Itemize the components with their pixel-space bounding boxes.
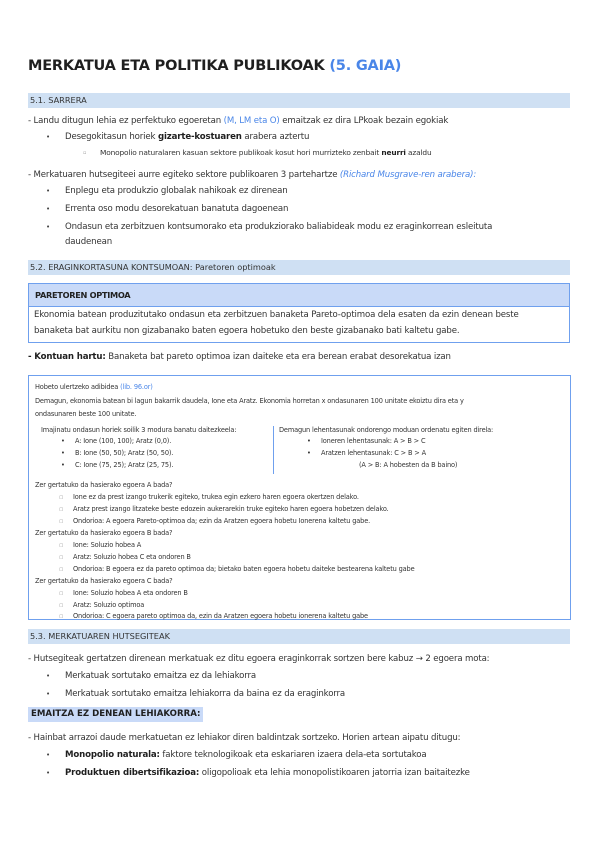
- case-b-question: Zer gertatuko da hasierako egoera B bada?: [35, 529, 173, 537]
- option-c: C: Ione (75, 25); Aratz (25, 75).: [75, 461, 174, 469]
- bullet-ondasun: Ondasun eta zerbitzuen kontsumorako eta produkziorako baliabideak modu ez eraginkorrean esleituta: [65, 222, 493, 232]
- column-divider: [273, 426, 274, 474]
- bullet-icon: •: [61, 437, 65, 445]
- pref-note: (A > B: A hobesten da B baino): [359, 461, 458, 469]
- title-main: MERKATUA ETA POLITIKA PUBLIKOAK: [28, 58, 325, 74]
- bullet-icon: •: [46, 690, 51, 698]
- bullet-icon: •: [61, 449, 65, 457]
- option-a: A: Ione (100, 100); Aratz (0,0).: [75, 437, 172, 445]
- bullet-icon: •: [46, 205, 51, 213]
- bullet-ondasun-cont: daudenean: [65, 237, 113, 247]
- bullet-icon: •: [46, 223, 51, 231]
- sub-bullet-icon: ▫: [59, 493, 64, 501]
- sub-bullet-icon: ▫: [59, 553, 64, 561]
- bullet-icon: •: [46, 133, 51, 141]
- example-title: Hobeto ulertzeko adibidea (lib. 96.or): [35, 383, 153, 391]
- sub-bullet-icon: ▫: [59, 517, 64, 525]
- case-c-item-1: Ione: Soluzio hobea A eta ondoren B: [73, 589, 188, 597]
- paragraph-intro: - Landu ditugun lehia ez perfektuko egoeretan (M, LM eta O) emaitzak ez dira LPkoak bezain egokiak: [28, 116, 449, 126]
- item-monopolio-naturala: Monopolio naturala: faktore teknologikoak eta eskariaren izaera dela-eta sortutakoa: [65, 750, 427, 760]
- case-b-item-1: Ione: Soluzio hobea A: [73, 541, 142, 549]
- bullet-ez-lehiakorra: Merkatuak sortutako emaitza ez da lehiakorra: [65, 671, 256, 681]
- case-b-item-3: Ondorioa: B egoera ez da pareto optimoa da; bietako baten egoera hobetu daiteke bestearena kaltetu gabe: [73, 565, 415, 573]
- bullet-icon: •: [46, 187, 51, 195]
- bullet-desegokitasun: Desegokitasun horiek gizarte-kostuaren arabera aztertu: [65, 132, 310, 142]
- case-c-item-3: Ondorioa: C egoera pareto optimoa da, ezin da Aratzen egoera hobetu ionerena kaltetu gabe: [73, 612, 368, 620]
- paragraph-musgrave: - Merkatuaren hutsegiteei aurre egiteko sektore publikoaren 3 partehartze (Richard Musgrave-ren arabera):: [28, 170, 477, 180]
- sub-bullet-icon: ▫: [83, 150, 87, 156]
- section-heading-5-1: 5.1. SARRERA: [28, 93, 570, 108]
- sub-bullet-icon: ▫: [59, 601, 64, 609]
- left-heading: Imajinatu ondasun horiek soilik 3 modura banatu daitezkeela:: [41, 426, 237, 434]
- sub-bullet-icon: ▫: [59, 541, 64, 549]
- paragraph-arrazoiak: - Hainbat arrazoi daude merkatuetan ez lehiakor diren baldintzak sortzeko. Horien artean aipatu ditugu:: [28, 733, 461, 743]
- bullet-icon: •: [46, 769, 51, 777]
- definition-title: PARETOREN OPTIMOA: [29, 284, 569, 307]
- definition-line-1: Ekonomia batean produzitutako ondasun eta zerbitzuen banaketa Pareto-optimoa dela esaten da ezin denean beste: [34, 310, 519, 320]
- bullet-errenta: Errenta oso modu desorekatuan banatuta dagoenean: [65, 204, 289, 214]
- case-a-item-3: Ondorioa: A egoera Pareto-optimoa da; ezin da Aratzen egoera hobetu Ionerena kaltetu gabe.: [73, 517, 371, 525]
- pref-ione: Ioneren lehentasunak: A > B > C: [321, 437, 426, 445]
- section-heading-5-2: 5.2. ERAGINKORTASUNA KONTSUMOAN: Paretoren optimoak: [28, 260, 570, 275]
- example-intro-1: Demagun, ekonomia batean bi lagun bakarrik daudela, Ione eta Aratz. Ekonomia horretan x ondasunaren 100 unitate ekoiztu dira eta y: [35, 397, 464, 405]
- bullet-enplegu: Enplegu eta produkzio globalak nahikoak ez direnean: [65, 186, 288, 196]
- right-heading: Demagun lehentasunak ondorengo moduan ordenatu egiten direla:: [279, 426, 494, 434]
- bullet-icon: •: [307, 437, 311, 445]
- subheading-emaitza: EMAITZA EZ DENEAN LEHIAKORRA:: [28, 707, 203, 722]
- title-accent: (5. GAIA): [329, 58, 402, 74]
- example-intro-2: ondasunaren beste 100 unitate.: [35, 410, 137, 418]
- paragraph-hutsegiteak: - Hutsegiteak gertatzen direnean merkatuak ez ditu egoera eraginkorrak sortzen bere kabuz → 2 egoera mota:: [28, 654, 490, 664]
- bullet-icon: •: [61, 461, 65, 469]
- case-b-item-2: Aratz: Soluzio hobea C eta ondoren B: [73, 553, 191, 561]
- pref-aratz: Aratzen lehentasunak: C > B > A: [321, 449, 426, 457]
- sub-bullet-icon: ▫: [59, 589, 64, 597]
- definition-line-2: banaketa bat aurkitu non gizabanako baten egoera hobetuko den beste gizabanako bati kaltetu gabe.: [34, 326, 460, 336]
- note-kontuan-hartu: - Kontuan hartu: Banaketa bat pareto optimoa izan daiteke eta era berean erabat desorekatua izan: [28, 352, 451, 362]
- option-b: B: Ione (50, 50); Aratz (50, 50).: [75, 449, 174, 457]
- sub-bullet-monopolio: Monopolio naturalaren kasuan sektore publikoak kosut hori murrizteko zenbait neurri azaldu: [100, 148, 432, 157]
- example-box: [28, 375, 571, 620]
- sub-bullet-icon: ▫: [59, 612, 64, 620]
- page-title: [28, 58, 401, 74]
- section-heading-5-3: 5.3. MERKATUAREN HUTSEGITEAK: [28, 629, 570, 644]
- case-c-item-2: Aratz: Soluzio optimoa: [73, 601, 145, 609]
- bullet-ez-eraginkorra: Merkatuak sortutako emaitza lehiakorra da baina ez da eraginkorra: [65, 689, 346, 699]
- bullet-icon: •: [46, 751, 51, 759]
- item-produktuen-dibertsifikazioa: Produktuen dibertsifikazioa: oligopolioak eta lehia monopolistikoaren jatorria izan baitaitezke: [65, 768, 470, 778]
- sub-bullet-icon: ▫: [59, 505, 64, 513]
- bullet-icon: •: [307, 449, 311, 457]
- case-c-question: Zer gertatuko da hasierako egoera C bada?: [35, 577, 173, 585]
- case-a-item-1: Ione ez da prest izango trukerik egiteko, trukea egin ezkero haren egoera okertzen delako.: [73, 493, 359, 501]
- sub-bullet-icon: ▫: [59, 565, 64, 573]
- case-a-item-2: Aratz prest izango litzateke beste edozein aukerarekin truke egiteko haren egoera hobetzen delako.: [73, 505, 389, 513]
- bullet-icon: •: [46, 672, 51, 680]
- case-a-question: Zer gertatuko da hasierako egoera A bada?: [35, 481, 173, 489]
